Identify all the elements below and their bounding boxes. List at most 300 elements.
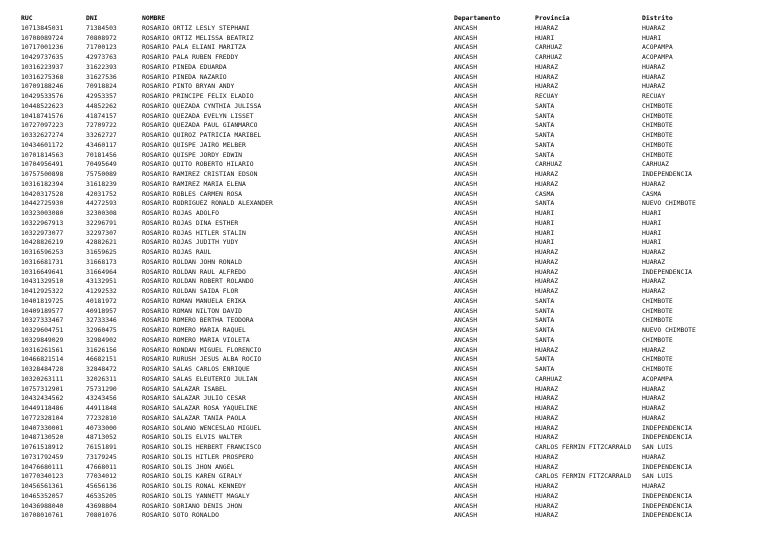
nombre-cell: ROSARIO QUEZADA PAUL GIANMARCO <box>142 121 258 130</box>
ruc-cell: 10409189577 <box>21 306 64 315</box>
table-row <box>21 433 732 443</box>
table-row <box>21 375 732 385</box>
provincia-cell: CARLOS FERMIN FITZCARRALD <box>535 443 632 451</box>
table-row <box>21 307 732 317</box>
departamento-cell: ANCASH <box>454 121 478 130</box>
departamento-cell: ANCASH <box>454 277 478 286</box>
distrito-cell: NUEVO CHIMBOTE <box>642 199 696 208</box>
nombre-cell: ROSARIO PINEDA NAZARIO <box>142 72 227 81</box>
ruc-cell: 10316649641 <box>21 267 64 276</box>
table-row <box>21 248 732 258</box>
departamento-cell: ANCASH <box>454 189 478 198</box>
departamento-cell: ANCASH <box>454 92 478 100</box>
dni-cell: 31664964 <box>86 267 117 276</box>
provincia-cell: HUARAZ <box>535 267 559 276</box>
dni-cell: 33262727 <box>86 131 117 139</box>
ruc-cell: 10709188246 <box>21 82 64 91</box>
nombre-cell: ROSARIO SALAZAR TANIA PAOLA <box>142 413 246 422</box>
distrito-cell: INDEPENDENCIA <box>642 491 693 500</box>
distrito-cell: CHIMBOTE <box>642 296 673 305</box>
ruc-cell: 10429737635 <box>21 53 64 61</box>
distrito-cell: SAN LUIS <box>642 472 673 481</box>
dni-cell: 42031752 <box>86 189 117 198</box>
nombre-cell: ROSARIO SORIANO DENIS JHON <box>142 501 243 510</box>
provincia-cell: HUARAZ <box>535 491 559 500</box>
departamento-cell: ANCASH <box>454 355 478 364</box>
table-row <box>21 82 732 92</box>
distrito-cell: NUEVO CHIMBOTE <box>642 326 696 334</box>
nombre-cell: ROSARIO SOTO RONALDO <box>142 511 219 520</box>
dni-cell: 43460117 <box>86 140 117 149</box>
dni-cell: 31668173 <box>86 257 117 266</box>
departamento-cell: ANCASH <box>454 394 478 403</box>
table-row <box>21 229 732 239</box>
dni-cell: 70495649 <box>86 160 117 169</box>
departamento-cell: ANCASH <box>454 179 478 188</box>
table-row <box>21 43 732 53</box>
dni-cell: 46682151 <box>86 355 117 364</box>
ruc-cell: 10708089724 <box>21 33 64 42</box>
ruc-cell: 10466821514 <box>21 355 64 364</box>
provincia-cell: RECUAY <box>535 92 559 100</box>
departamento-cell: ANCASH <box>454 296 478 305</box>
distrito-cell: CHIMBOTE <box>642 101 673 110</box>
ruc-cell: 10772328104 <box>21 413 64 422</box>
departamento-cell: ANCASH <box>454 238 478 247</box>
nombre-cell: ROSARIO SALAS CARLOS ENRIQUE <box>142 365 250 373</box>
ruc-cell: 10757312901 <box>21 384 64 393</box>
nombre-cell: ROSARIO ROJAS JUDITH YUDY <box>142 238 239 247</box>
departamento-cell: ANCASH <box>454 33 478 42</box>
dni-cell: 70918824 <box>86 82 117 91</box>
table-row <box>21 131 732 141</box>
dni-cell: 70808972 <box>86 33 117 42</box>
table-row <box>21 24 732 34</box>
table-row <box>21 63 732 73</box>
table-row <box>21 190 732 200</box>
departamento-cell: ANCASH <box>454 140 478 149</box>
departamento-cell: ANCASH <box>454 326 478 334</box>
ruc-cell: 10332627274 <box>21 131 64 139</box>
ruc-cell: 10418741576 <box>21 111 64 120</box>
departamento-cell: ANCASH <box>454 199 478 208</box>
distrito-cell: INDEPENDENCIA <box>642 423 693 432</box>
dni-cell: 32300308 <box>86 209 117 217</box>
ruc-cell: 10329849029 <box>21 335 64 344</box>
departamento-cell: ANCASH <box>454 452 478 461</box>
ruc-cell: 10328484728 <box>21 365 64 373</box>
ruc-cell: 10456561361 <box>21 482 64 490</box>
departamento-cell: ANCASH <box>454 53 478 61</box>
departamento-cell: ANCASH <box>454 491 478 500</box>
distrito-cell: INDEPENDENCIA <box>642 462 693 471</box>
ruc-cell: 10701814563 <box>21 150 64 159</box>
ruc-cell: 10329604751 <box>21 326 64 334</box>
departamento-cell: ANCASH <box>454 413 478 422</box>
distrito-cell: CASMA <box>642 189 662 198</box>
ruc-cell: 10429533576 <box>21 92 64 100</box>
dni-cell: 31626156 <box>86 345 117 354</box>
distrito-cell: CHIMBOTE <box>642 140 673 149</box>
dni-cell: 42953357 <box>86 92 117 100</box>
table-row <box>21 463 732 473</box>
nombre-cell: ROSARIO SALAZAR ROSA YAQUELINE <box>142 404 258 412</box>
ruc-cell: 10770340123 <box>21 472 64 481</box>
nombre-cell: ROSARIO QUEZADA CYNTHIA JULISSA <box>142 101 262 110</box>
departamento-cell: ANCASH <box>454 160 478 169</box>
provincia-cell: HUARAZ <box>535 62 559 71</box>
distrito-cell: CHIMBOTE <box>642 316 673 325</box>
ruc-cell: 10487130520 <box>21 433 64 442</box>
ruc-cell: 10323003080 <box>21 209 64 217</box>
dni-cell: 75731290 <box>86 384 117 393</box>
departamento-cell: ANCASH <box>454 131 478 139</box>
dni-cell: 40918957 <box>86 306 117 315</box>
nombre-cell: ROSARIO ROJAS DINA ESTHER <box>142 218 239 227</box>
departamento-cell: ANCASH <box>454 443 478 451</box>
departamento-cell: ANCASH <box>454 218 478 227</box>
distrito-cell: CHIMBOTE <box>642 306 673 315</box>
ruc-cell: 10412925322 <box>21 287 64 295</box>
provincia-cell: HUARI <box>535 33 555 42</box>
provincia-cell: SANTA <box>535 199 555 208</box>
table-row <box>21 346 732 356</box>
provincia-cell: CARHUAZ <box>535 43 562 52</box>
provincia-cell: SANTA <box>535 326 555 334</box>
table-body <box>21 24 732 521</box>
ruc-cell: 10448522623 <box>21 101 64 110</box>
distrito-cell: HUARI <box>642 209 662 217</box>
provincia-cell: HUARAZ <box>535 384 559 393</box>
distrito-cell: CHIMBOTE <box>642 111 673 120</box>
dni-cell: 41292532 <box>86 287 117 295</box>
table-row <box>21 258 732 268</box>
distrito-cell: INDEPENDENCIA <box>642 511 693 520</box>
provincia-cell: HUARAZ <box>535 345 559 354</box>
dni-cell: 32960475 <box>86 326 117 334</box>
dni-cell: 44852262 <box>86 101 117 110</box>
table-row <box>21 297 732 307</box>
nombre-cell: ROSARIO QUEZADA EVELYN LISSET <box>142 111 254 120</box>
ruc-cell: 10761518912 <box>21 443 64 451</box>
ruc-cell: 10436988040 <box>21 501 64 510</box>
provincia-cell: HUARAZ <box>535 257 559 266</box>
nombre-cell: ROSARIO QUITO ROBERTO HILARIO <box>142 160 254 169</box>
distrito-cell: INDEPENDENCIA <box>642 501 693 510</box>
departamento-cell: ANCASH <box>454 433 478 442</box>
distrito-cell: CHIMBOTE <box>642 335 673 344</box>
departamento-cell: ANCASH <box>454 209 478 217</box>
provincia-cell: SANTA <box>535 306 555 315</box>
nombre-cell: ROSARIO ROLDAN JOHN RONALD <box>142 257 243 266</box>
nombre-cell: ROSARIO ROMAN MANUELA ERIKA <box>142 296 246 305</box>
distrito-cell: HUARAZ <box>642 72 666 81</box>
provincia-cell: SANTA <box>535 316 555 325</box>
nombre-cell: ROSARIO PINTO BRYAN ANDY <box>142 82 235 91</box>
header-distrito: Distrito <box>642 14 673 22</box>
ruc-cell: 10316223937 <box>21 62 64 71</box>
dni-cell: 70181456 <box>86 150 117 159</box>
table-row <box>21 287 732 297</box>
nombre-cell: ROSARIO RONDAN MIGUEL FLORENCIO <box>142 345 262 354</box>
header-provincia: Provincia <box>535 14 570 22</box>
departamento-cell: ANCASH <box>454 384 478 393</box>
nombre-cell: ROSARIO ROMAN NILTON DAVID <box>142 306 243 315</box>
distrito-cell: HUARAZ <box>642 287 666 295</box>
nombre-cell: ROSARIO ROLDAN RAUL ALFREDO <box>142 267 246 276</box>
departamento-cell: ANCASH <box>454 404 478 412</box>
table-row <box>21 160 732 170</box>
departamento-cell: ANCASH <box>454 472 478 481</box>
provincia-cell: CARHUAZ <box>535 160 562 169</box>
nombre-cell: ROSARIO ROMERO MARIA RAQUEL <box>142 326 246 334</box>
distrito-cell: HUARAZ <box>642 384 666 393</box>
provincia-cell: HUARI <box>535 238 555 247</box>
ruc-cell: 10476680111 <box>21 462 64 471</box>
departamento-cell: ANCASH <box>454 72 478 81</box>
nombre-cell: ROSARIO PINEDA EDUARDA <box>142 62 227 71</box>
provincia-cell: CARHUAZ <box>535 374 562 383</box>
table-row <box>21 238 732 248</box>
ruc-cell: 10316681731 <box>21 257 64 266</box>
table-row <box>21 53 732 63</box>
ruc-cell: 10316261561 <box>21 345 64 354</box>
nombre-cell: ROSARIO QUISPE JAIRO MELBER <box>142 140 246 149</box>
table-row <box>21 121 732 131</box>
ruc-cell: 10316596253 <box>21 248 64 256</box>
dni-cell: 31622393 <box>86 62 117 71</box>
dni-cell: 42973763 <box>86 53 117 61</box>
departamento-cell: ANCASH <box>454 43 478 52</box>
departamento-cell: ANCASH <box>454 248 478 256</box>
table-row <box>21 472 732 482</box>
departamento-cell: ANCASH <box>454 501 478 510</box>
distrito-cell: HUARAZ <box>642 404 666 412</box>
distrito-cell: HUARAZ <box>642 23 666 32</box>
nombre-cell: ROSARIO SOLIS ELVIS WALTER <box>142 433 243 442</box>
nombre-cell: ROSARIO SOLIS RONAL KENNEDY <box>142 482 246 490</box>
header-nombre: NOMBRE <box>142 14 166 22</box>
distrito-cell: HUARAZ <box>642 257 666 266</box>
distrito-cell: ACOPAMPA <box>642 53 673 61</box>
nombre-cell: ROSARIO SOLIS HERBERT FRANCISCO <box>142 443 262 451</box>
distrito-cell: HUARAZ <box>642 482 666 490</box>
table-row <box>21 326 732 336</box>
table-row <box>21 404 732 414</box>
provincia-cell: SANTA <box>535 140 555 149</box>
nombre-cell: ROSARIO RODRIGUEZ RONALD ALEXANDER <box>142 199 273 208</box>
provincia-cell: HUARAZ <box>535 433 559 442</box>
departamento-cell: ANCASH <box>454 287 478 295</box>
distrito-cell: HUARI <box>642 218 662 227</box>
distrito-cell: HUARAZ <box>642 452 666 461</box>
nombre-cell: ROSARIO ROLDAN SAIDA FLOR <box>142 287 239 295</box>
nombre-cell: ROSARIO QUISPE JORDY EDWIN <box>142 150 243 159</box>
dni-cell: 43243456 <box>86 394 117 403</box>
table-row <box>21 219 732 229</box>
dni-cell: 32297307 <box>86 228 117 237</box>
provincia-cell: HUARAZ <box>535 287 559 295</box>
distrito-cell: HUARAZ <box>642 345 666 354</box>
ruc-cell: 10320263111 <box>21 374 64 383</box>
table-row <box>21 268 732 278</box>
distrito-cell: SAN LUIS <box>642 443 673 451</box>
provincia-cell: SANTA <box>535 111 555 120</box>
table-row <box>21 336 732 346</box>
ruc-cell: 10731792459 <box>21 452 64 461</box>
ruc-cell: 10434601172 <box>21 140 64 149</box>
table-row <box>21 209 732 219</box>
dni-cell: 44272593 <box>86 199 117 208</box>
ruc-cell: 10407330001 <box>21 423 64 432</box>
ruc-cell: 10316182394 <box>21 179 64 188</box>
nombre-cell: ROSARIO RAMIREZ CRISTIAN EDSON <box>142 170 258 178</box>
nombre-cell: ROSARIO ROJAS ADOLFO <box>142 209 219 217</box>
header-dni: DNI <box>86 14 98 22</box>
provincia-cell: HUARAZ <box>535 179 559 188</box>
ruc-cell: 10727097223 <box>21 121 64 130</box>
dni-cell: 31627536 <box>86 72 117 81</box>
provincia-cell: HUARAZ <box>535 72 559 81</box>
ruc-cell: 10322967913 <box>21 218 64 227</box>
distrito-cell: CHIMBOTE <box>642 365 673 373</box>
dni-cell: 40181972 <box>86 296 117 305</box>
departamento-cell: ANCASH <box>454 228 478 237</box>
table-row <box>21 199 732 209</box>
provincia-cell: HUARAZ <box>535 248 559 256</box>
departamento-cell: ANCASH <box>454 374 478 383</box>
dni-cell: 75750089 <box>86 170 117 178</box>
provincia-cell: SANTA <box>535 365 555 373</box>
provincia-cell: HUARAZ <box>535 462 559 471</box>
ruc-cell: 10465352057 <box>21 491 64 500</box>
ruc-cell: 10449118486 <box>21 404 64 412</box>
dni-cell: 43132951 <box>86 277 117 286</box>
table-row <box>21 511 732 521</box>
dni-cell: 32848472 <box>86 365 117 373</box>
distrito-cell: HUARI <box>642 228 662 237</box>
departamento-cell: ANCASH <box>454 150 478 159</box>
provincia-cell: SANTA <box>535 335 555 344</box>
table-row <box>21 92 732 102</box>
ruc-cell: 10316275368 <box>21 72 64 81</box>
table-row <box>21 112 732 122</box>
distrito-cell: HUARAZ <box>642 248 666 256</box>
table-row <box>21 502 732 512</box>
nombre-cell: ROSARIO PRINCIPE FELIX ELADIO <box>142 92 254 100</box>
departamento-cell: ANCASH <box>454 365 478 373</box>
nombre-cell: ROSARIO SOLANO WENCESLAO MIGUEL <box>142 423 262 432</box>
dni-cell: 31659625 <box>86 248 117 256</box>
table-row <box>21 394 732 404</box>
nombre-cell: ROSARIO ORTIZ MELISSA BEATRIZ <box>142 33 254 42</box>
table-row <box>21 453 732 463</box>
distrito-cell: ACOPAMPA <box>642 374 673 383</box>
provincia-cell: HUARAZ <box>535 423 559 432</box>
table-row <box>21 170 732 180</box>
nombre-cell: ROSARIO ROJAS RAUL <box>142 248 212 256</box>
ruc-cell: 10717001236 <box>21 43 64 52</box>
dni-cell: 76151891 <box>86 443 117 451</box>
distrito-cell: INDEPENDENCIA <box>642 433 693 442</box>
nombre-cell: ROSARIO PALA ELIANI MARITZA <box>142 43 246 52</box>
nombre-cell: ROSARIO RAMIREZ MARIA ELENA <box>142 179 246 188</box>
provincia-cell: CARLOS FERMIN FITZCARRALD <box>535 472 632 481</box>
dni-cell: 32296791 <box>86 218 117 227</box>
distrito-cell: HUARAZ <box>642 394 666 403</box>
provincia-cell: HUARI <box>535 209 555 217</box>
departamento-cell: ANCASH <box>454 306 478 315</box>
nombre-cell: ROSARIO ROLDAN ROBERT ROLANDO <box>142 277 254 286</box>
dni-cell: 73179245 <box>86 452 117 461</box>
departamento-cell: ANCASH <box>454 345 478 354</box>
table-row <box>21 102 732 112</box>
nombre-cell: ROSARIO PALA RUBEN FREDDY <box>142 53 239 61</box>
dni-cell: 31618239 <box>86 179 117 188</box>
distrito-cell: HUARI <box>642 238 662 247</box>
provincia-cell: HUARAZ <box>535 82 559 91</box>
dni-cell: 77034012 <box>86 472 117 481</box>
table-row <box>21 385 732 395</box>
distrito-cell: HUARAZ <box>642 277 666 286</box>
table-row <box>21 443 732 453</box>
ruc-cell: 10432434562 <box>21 394 64 403</box>
departamento-cell: ANCASH <box>454 170 478 178</box>
dni-cell: 70801076 <box>86 511 117 520</box>
nombre-cell: ROSARIO ROMERO MARIA VIOLETA <box>142 335 250 344</box>
document-table <box>21 14 732 521</box>
ruc-cell: 10708010761 <box>21 511 64 520</box>
table-row <box>21 355 732 365</box>
departamento-cell: ANCASH <box>454 482 478 490</box>
dni-cell: 44911848 <box>86 404 117 412</box>
distrito-cell: CHIMBOTE <box>642 131 673 139</box>
ruc-cell: 10431329510 <box>21 277 64 286</box>
provincia-cell: SANTA <box>535 101 555 110</box>
table-row <box>21 492 732 502</box>
distrito-cell: CARHUAZ <box>642 160 669 169</box>
distrito-cell: RECUAY <box>642 92 666 100</box>
ruc-cell: 10757500898 <box>21 170 64 178</box>
distrito-cell: INDEPENDENCIA <box>642 170 693 178</box>
dni-cell: 32984902 <box>86 335 117 344</box>
nombre-cell: ROSARIO QUIROZ PATRICIA MARIBEL <box>142 131 262 139</box>
distrito-cell: ACOPAMPA <box>642 43 673 52</box>
provincia-cell: SANTA <box>535 121 555 130</box>
nombre-cell: ROSARIO SOLIS JHON ANGEL <box>142 462 235 471</box>
distrito-cell: CHIMBOTE <box>642 121 673 130</box>
nombre-cell: ROSARIO SOLIS HITLER PROSPERO <box>142 452 254 461</box>
table-row <box>21 482 732 492</box>
table-row <box>21 151 732 161</box>
table-row <box>21 141 732 151</box>
departamento-cell: ANCASH <box>454 82 478 91</box>
provincia-cell: HUARAZ <box>535 394 559 403</box>
dni-cell: 71700123 <box>86 43 117 52</box>
provincia-cell: SANTA <box>535 131 555 139</box>
nombre-cell: ROSARIO ROJAS HITLER STALIN <box>142 228 246 237</box>
dni-cell: 40733000 <box>86 423 117 432</box>
provincia-cell: HUARAZ <box>535 482 559 490</box>
distrito-cell: HUARAZ <box>642 413 666 422</box>
distrito-cell: INDEPENDENCIA <box>642 267 693 276</box>
provincia-cell: HUARAZ <box>535 511 559 520</box>
departamento-cell: ANCASH <box>454 267 478 276</box>
dni-cell: 47668011 <box>86 462 117 471</box>
departamento-cell: ANCASH <box>454 101 478 110</box>
ruc-cell: 10442725930 <box>21 199 64 208</box>
nombre-cell: ROSARIO SALAZAR JULIO CESAR <box>142 394 246 403</box>
